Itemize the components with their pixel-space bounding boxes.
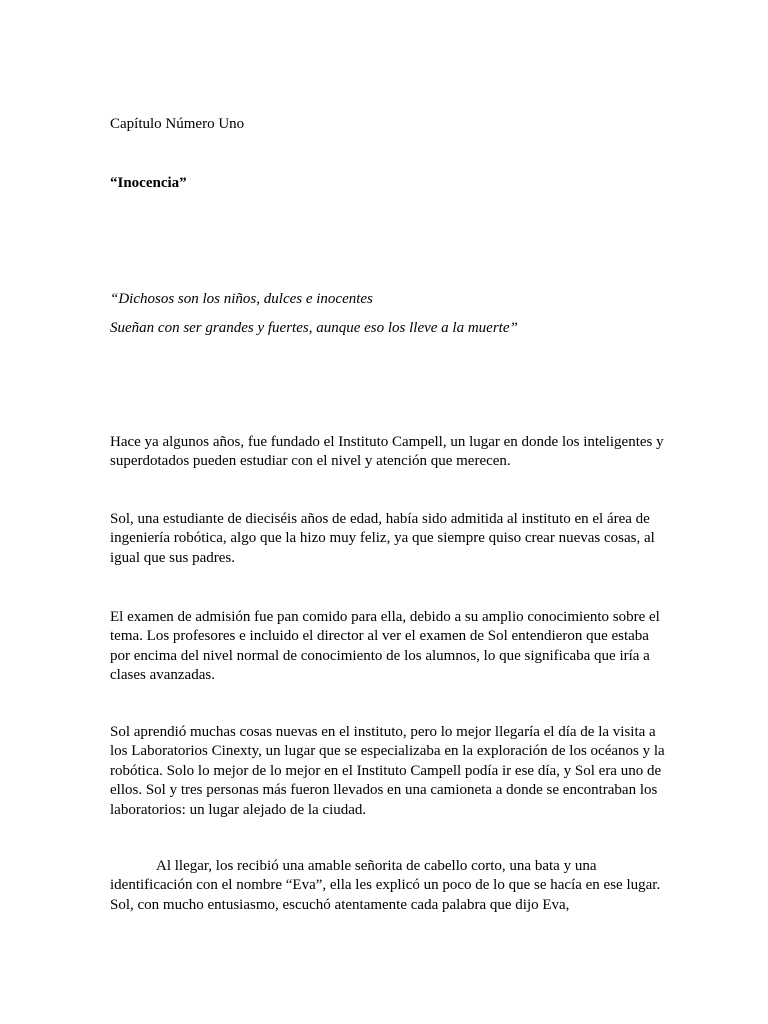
epigraph-line: “Dichosos son los niños, dulces e inocentes — [110, 291, 373, 307]
body-paragraph: Al llegar, los recibió una amable señorita de cabello corto, una bata y una identificación con el nombre “Eva”, ella les explicó un poco de lo que se hacía en ese lugar. Sol, con mucho entusiasmo, escuchó atentamente cada palabra que dijo Eva, — [110, 858, 661, 913]
chapter-label: Capítulo Número Uno — [110, 116, 245, 132]
body-paragraph: Sol aprendió muchas cosas nuevas en el instituto, pero lo mejor llegaría el día de la visita a los Laboratorios Cinexty, un lugar que se especializaba en la exploración de los océanos y la robótica. Solo lo mejor de lo mejor en el Instituto Campell podía ir ese día, y Sol era uno de ellos. Sol y tres personas más fueron llevados en una camioneta a donde se encontraban los laboratorios: un lugar alejado de la ciudad. — [110, 724, 665, 818]
body-paragraph: Hace ya algunos años, fue fundado el Instituto Campell, un lugar en donde los inteligentes y superdotados pueden estudiar con el nivel y atención que merecen. — [110, 434, 664, 470]
epigraph-line: Sueñan con ser grandes y fuertes, aunque eso los lleve a la muerte” — [110, 320, 518, 336]
body-paragraph: Sol, una estudiante de dieciséis años de edad, había sido admitida al instituto en el área de ingeniería robótica, algo que la hizo muy feliz, ya que siempre quiso crear nuevas cosas, al igual que sus padres. — [110, 511, 655, 566]
body-paragraph: El examen de admisión fue pan comido para ella, debido a su amplio conocimiento sobre el tema. Los profesores e incluido el director al ver el examen de Sol entendieron que estaba por encima del nivel normal de conocimiento de los alumnos, lo que significaba que iría a clases avanzadas. — [110, 609, 660, 684]
chapter-title: “Inocencia” — [110, 175, 187, 191]
